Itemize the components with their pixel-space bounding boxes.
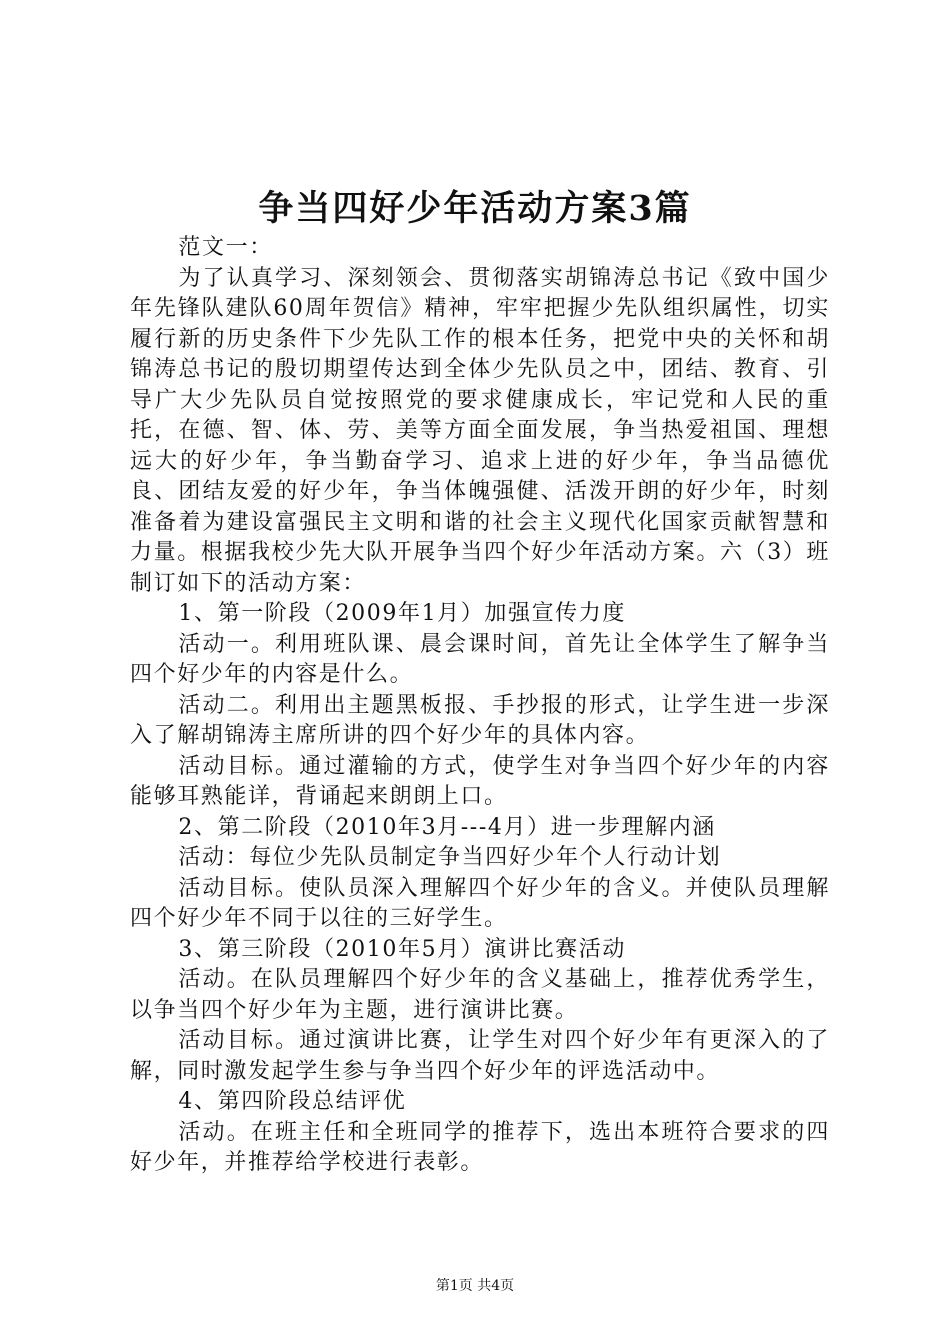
document-title: 争当四好少年活动方案3篇 [258, 188, 692, 229]
paragraph: 3、第三阶段（2010年5月）演讲比赛活动 [178, 936, 626, 962]
paragraph: 活动目标。通过灌输的方式，使学生对争当四个好少年的内容能够耳熟能详，背诵起来朗朗上口。 [130, 753, 830, 809]
paragraph: 4、第四阶段总结评优 [178, 1089, 407, 1114]
paragraph: 为了认真学习、深刻领会、贯彻落实胡锦涛总书记《致中国少年先锋队建队60周年贺信》精神，牢牢把握少先队组织属性，切实履行新的历史条件下少先队工作的根本任务，把党中央的关怀和胡锦涛总书记的殷切期望传达到全体少先队员之中，团结、教育、引导广大少先队员自觉按照党的要求健康成长，牢记党和人民的重托，在德、智、体、劳、美等方面全面发展，争当热爱祖国、理想远大的好少年，争当勤奋学习、追求上进的好少年，争当品德优良、团结友爱的好少年，争当体魄强健、活泼开朗的好少年，时刻准备着为建设富强民主文明和谐的社会主义现代化国家贡献智慧和力量。根据我校少先大队开展争当四个好少年活动方案。六（3）班制订如下的活动方案： [130, 265, 830, 596]
paragraph: 1、第一阶段（2009年1月）加强宣传力度 [178, 601, 626, 626]
paragraph: 活动目标。通过演讲比赛，让学生对四个好少年有更深入的了解，同时激发起学生参与争当四个好少年的评选活动中。 [130, 1028, 830, 1084]
paragraph: 活动二。利用出主题黑板报、手抄报的形式，让学生进一步深入了解胡锦涛主席所讲的四个好少年的具体内容。 [130, 692, 830, 748]
paragraph: 活动目标。使队员深入理解四个好少年的含义。并使队员理解四个好少年不同于以往的三好学生。 [130, 875, 830, 931]
paragraph: 活动。在队员理解四个好少年的含义基础上，推荐优秀学生，以争当四个好少年为主题，进行演讲比赛。 [130, 967, 830, 1023]
paragraph: 活动：每位少先队员制定争当四好少年个人行动计划 [178, 845, 722, 870]
paragraph: 范文一： [178, 235, 273, 260]
page-number-footer: 第1页 共4页 [435, 1278, 515, 1294]
document-body [130, 233, 830, 1179]
paragraph: 活动。在班主任和全班同学的推荐下，选出本班符合要求的四好少年，并推荐给学校进行表彰。 [130, 1119, 830, 1175]
paragraph: 活动一。利用班队课、晨会课时间，首先让全体学生了解争当四个好少年的内容是什么。 [130, 631, 830, 687]
paragraph: 2、第二阶段（2010年3月---4月）进一步理解内涵 [178, 814, 716, 840]
